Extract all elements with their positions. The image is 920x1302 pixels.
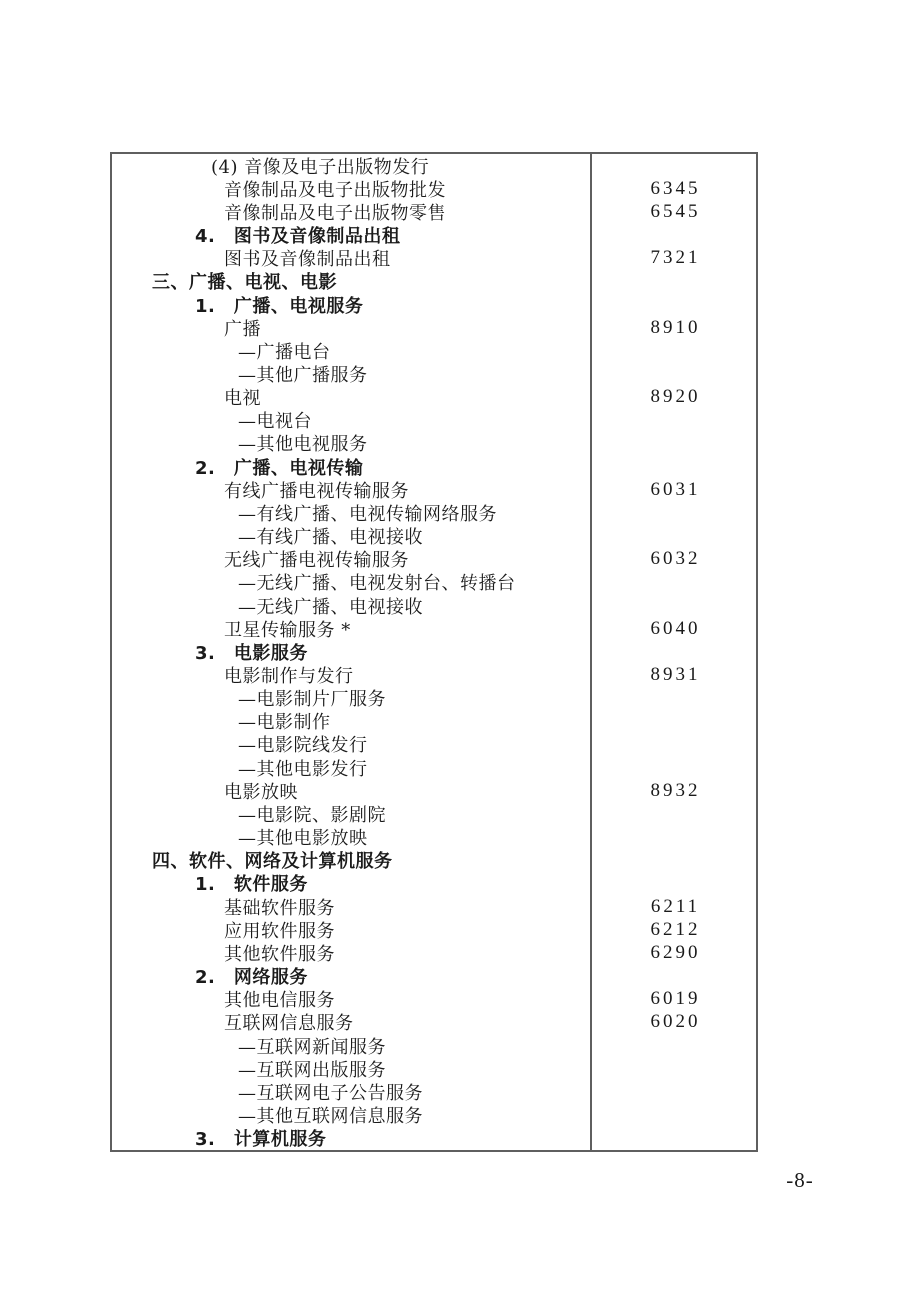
table-row — [112, 339, 756, 362]
category-label: 应用软件服务 — [224, 920, 335, 942]
table-row — [112, 687, 756, 710]
industry-code — [590, 872, 756, 895]
category-label: 三、广播、电视、电影 — [152, 272, 337, 293]
table-row — [112, 895, 756, 918]
industry-code — [590, 455, 756, 478]
table-row — [112, 1080, 756, 1103]
table-row — [112, 270, 756, 293]
classification-table — [110, 152, 758, 1152]
industry-code — [590, 339, 756, 362]
table-row — [112, 432, 756, 455]
industry-code: 8920 — [590, 386, 756, 409]
table-row — [112, 362, 756, 385]
table-row — [112, 594, 756, 617]
category-label: —其他电视服务 — [238, 434, 368, 456]
table-row — [112, 988, 756, 1011]
category-label: 2. 网络服务 — [195, 967, 308, 988]
category-label: —电影院线发行 — [238, 735, 368, 757]
industry-code: 8931 — [590, 663, 756, 686]
category-label: 互联网信息服务 — [224, 1013, 354, 1034]
industry-code — [590, 710, 756, 733]
industry-code: 7321 — [590, 247, 756, 270]
category-label: —电影制作 — [238, 712, 331, 733]
table-row — [112, 872, 756, 895]
table-row — [112, 826, 756, 849]
category-label: —有线广播、电视传输网络服务 — [238, 503, 497, 525]
table-row — [112, 710, 756, 733]
category-label: 其他软件服务 — [224, 943, 335, 965]
industry-code — [590, 154, 756, 177]
industry-code — [590, 409, 756, 432]
table-row — [112, 779, 756, 802]
industry-code: 6031 — [590, 478, 756, 501]
category-label: 卫星传输服务 * — [224, 619, 351, 641]
category-label: 无线广播电视传输服务 — [224, 550, 409, 571]
table-row — [112, 548, 756, 571]
category-label: —其他广播服务 — [238, 364, 368, 386]
table-row — [112, 525, 756, 548]
industry-code — [590, 1103, 756, 1126]
category-label: 音像制品及电子出版物零售 — [224, 202, 446, 224]
category-label: 电影放映 — [224, 781, 298, 803]
table-row — [112, 501, 756, 524]
table-row — [112, 964, 756, 987]
category-label: —互联网电子公告服务 — [238, 1082, 423, 1104]
table-row — [112, 478, 756, 501]
industry-code: 6040 — [590, 617, 756, 640]
table-row — [112, 918, 756, 941]
category-label: —其他电影发行 — [238, 758, 368, 780]
industry-code — [590, 362, 756, 385]
table-row — [112, 733, 756, 756]
industry-code — [590, 733, 756, 756]
category-label: 电视 — [224, 388, 261, 409]
industry-code — [590, 687, 756, 710]
category-label: 四、软件、网络及计算机服务 — [152, 851, 393, 872]
table-row — [112, 663, 756, 686]
category-label: —广播电台 — [238, 341, 331, 363]
industry-code — [590, 802, 756, 825]
category-label: 4. 图书及音像制品出租 — [195, 226, 401, 247]
category-label: —电影院、影剧院 — [238, 804, 386, 826]
table-row — [112, 409, 756, 432]
industry-code — [590, 964, 756, 987]
category-label: —互联网出版服务 — [238, 1059, 386, 1081]
category-label: 2. 广播、电视传输 — [195, 457, 364, 479]
category-label: (4) 音像及电子出版物发行 — [211, 156, 430, 178]
table-row — [112, 802, 756, 825]
category-label: 3. 电影服务 — [195, 642, 308, 664]
table-row — [112, 617, 756, 640]
industry-code: 6212 — [590, 918, 756, 941]
industry-code — [590, 525, 756, 548]
industry-code — [590, 432, 756, 455]
table-row — [112, 1011, 756, 1034]
table-row — [112, 640, 756, 663]
table-row — [112, 386, 756, 409]
industry-code: 6020 — [590, 1011, 756, 1034]
table-row — [112, 571, 756, 594]
category-label: —电影制片厂服务 — [238, 689, 386, 710]
table-row — [112, 849, 756, 872]
industry-code — [590, 293, 756, 316]
category-label: 图书及音像制品出租 — [224, 249, 391, 270]
table-row — [112, 293, 756, 316]
category-label: —互联网新闻服务 — [238, 1036, 386, 1058]
table-row — [112, 941, 756, 964]
table-row — [112, 316, 756, 339]
industry-code — [590, 640, 756, 663]
category-label: 有线广播电视传输服务 — [224, 480, 409, 502]
table-row — [112, 154, 756, 177]
table-row — [112, 223, 756, 246]
category-label: —无线广播、电视接收 — [238, 596, 423, 618]
industry-code — [590, 849, 756, 872]
category-label: 1. 广播、电视服务 — [195, 295, 364, 317]
industry-code — [590, 1127, 756, 1150]
industry-code — [590, 223, 756, 246]
category-label: —有线广播、电视接收 — [238, 527, 423, 548]
industry-code — [590, 571, 756, 594]
table-rows — [112, 154, 756, 1150]
category-label: 1. 软件服务 — [195, 874, 308, 895]
industry-code — [590, 1080, 756, 1103]
table-row — [112, 1103, 756, 1126]
industry-code: 6211 — [590, 895, 756, 918]
category-label: —电视台 — [238, 411, 312, 432]
industry-code: 6545 — [590, 200, 756, 223]
category-label: 3. 计算机服务 — [195, 1129, 327, 1150]
category-label: 广播 — [224, 318, 261, 340]
category-label: —其他电影放映 — [238, 828, 368, 849]
category-label: —其他互联网信息服务 — [238, 1105, 423, 1127]
category-label: 音像制品及电子出版物批发 — [224, 179, 446, 201]
industry-code — [590, 501, 756, 524]
industry-code — [590, 594, 756, 617]
table-row — [112, 200, 756, 223]
page-number: -8- — [786, 1168, 814, 1192]
industry-code: 8932 — [590, 779, 756, 802]
category-label: —无线广播、电视发射台、转播台 — [238, 573, 516, 594]
industry-code — [590, 756, 756, 779]
industry-code: 6032 — [590, 548, 756, 571]
table-row — [112, 1034, 756, 1057]
industry-code: 6290 — [590, 941, 756, 964]
industry-code: 8910 — [590, 316, 756, 339]
table-row — [112, 455, 756, 478]
industry-code: 6019 — [590, 988, 756, 1011]
category-label: 基础软件服务 — [224, 897, 335, 919]
table-row — [112, 1057, 756, 1080]
industry-code: 6345 — [590, 177, 756, 200]
industry-code — [590, 1034, 756, 1057]
table-row — [112, 177, 756, 200]
category-label: 其他电信服务 — [224, 990, 335, 1011]
table-row — [112, 756, 756, 779]
industry-code — [590, 270, 756, 293]
industry-code — [590, 1057, 756, 1080]
table-row — [112, 247, 756, 270]
category-label: 电影制作与发行 — [224, 666, 354, 687]
table-row — [112, 1127, 756, 1150]
industry-code — [590, 826, 756, 849]
